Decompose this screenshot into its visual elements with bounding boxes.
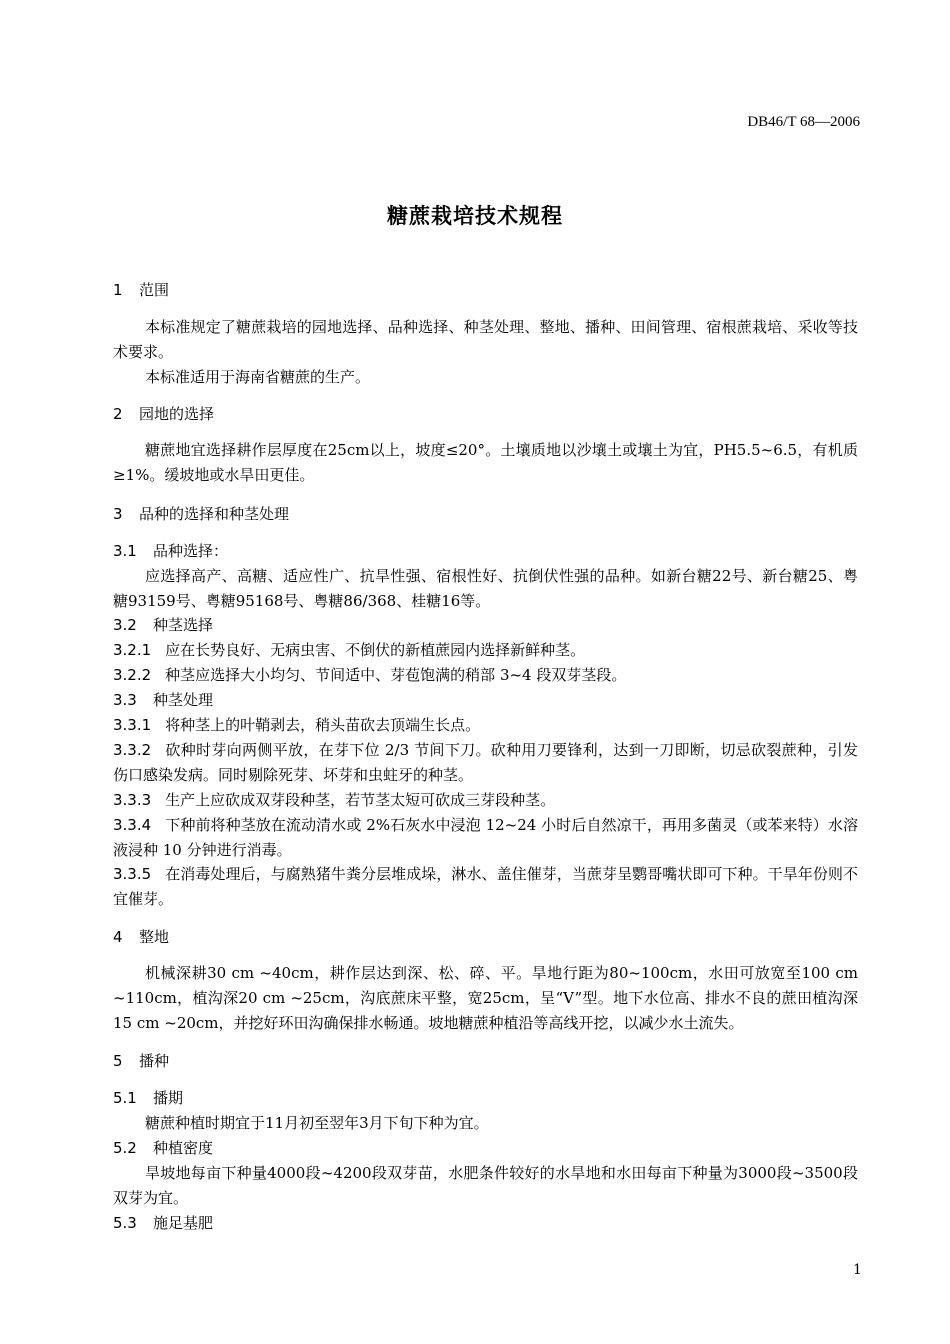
clause-number: 3.3.5 — [113, 865, 152, 883]
section-title: 施足基肥 — [153, 1214, 214, 1232]
section-number: 5.1 — [113, 1089, 137, 1107]
section-title: 种茎选择 — [153, 616, 214, 634]
section-title: 播种 — [139, 1052, 170, 1070]
section-5-3-heading — [113, 1212, 213, 1233]
section-number: 5.3 — [113, 1214, 137, 1232]
section-number: 3.1 — [113, 542, 137, 560]
clause-3-3-3 — [113, 788, 858, 813]
clause-3-2-2 — [113, 663, 858, 688]
clause-text: 砍种时芽向两侧平放，在芽下位 2/3 节间下刀。砍种用刀要锋利，达到一刀即断，切忌砍裂蔗种，引发伤口感染发病。同时剔除死芽、坏芽和虫蛀牙的种茎。 — [113, 741, 858, 784]
section-5-heading — [113, 1050, 169, 1071]
section-4-paragraph: 机械深耕30 cm ~40cm，耕作层达到深、松、碎、平。旱地行距为80~100cm，水田可放宽至100 cm ~110cm，植沟深20 cm ~25cm，沟底蔗床平整，宽25cm，呈“V”型。地下水位高、排水不良的蔗田植沟深15 cm ~20cm，并挖好环田沟确保排水畅通。坡地糖蔗种植沿等高线开挖，以减少水土流失。 — [113, 964, 858, 1032]
section-number: 4 — [113, 928, 123, 946]
section-1-paragraph-1: 本标准规定了糖蔗栽培的园地选择、品种选择、种茎处理、整地、播种、田间管理、宿根蔗栽培、采收等技术要求。 — [113, 318, 858, 361]
clause-text: 将种茎上的叶鞘剥去，稍头苗砍去顶端生长点。 — [165, 716, 481, 734]
section-title: 品种的选择和种茎处理 — [139, 505, 290, 523]
clause-text: 下种前将种茎放在流动清水或 2%石灰水中浸泡 12~24 小时后自然凉干，再用多菌灵（或苯来特）水溶液浸种 10 分钟进行消毒。 — [113, 816, 858, 859]
clause-3-3-1 — [113, 713, 858, 738]
section-title: 播期 — [153, 1089, 184, 1107]
clause-3-3-2 — [113, 738, 858, 788]
clause-3-3-5 — [113, 862, 858, 912]
clause-number: 3.3.1 — [113, 716, 152, 734]
clause-number: 3.2.1 — [113, 641, 152, 659]
clause-number: 3.3.2 — [113, 741, 152, 759]
clause-number: 3.3.3 — [113, 791, 152, 809]
section-3-heading — [113, 503, 289, 524]
section-5-1-heading — [113, 1087, 183, 1108]
section-title: 品种选择： — [153, 542, 229, 560]
section-4-heading — [113, 926, 169, 947]
section-number: 3 — [113, 505, 123, 523]
section-number: 2 — [113, 405, 123, 423]
clause-number: 3.3.4 — [113, 816, 152, 834]
section-number: 5.2 — [113, 1139, 137, 1157]
section-title: 整地 — [139, 928, 170, 946]
document-code: DB46/T 68—2006 — [747, 114, 860, 130]
section-1-heading — [113, 279, 169, 300]
section-title: 种茎处理 — [153, 691, 214, 709]
section-5-2-paragraph: 旱坡地每亩下种量4000段~4200段双芽苗，水肥条件较好的水旱地和水田每亩下种量为3000段~3500段双芽为宜。 — [113, 1164, 858, 1207]
page-title: 糖蔗栽培技术规程 — [387, 204, 563, 228]
section-3-1-heading — [113, 540, 228, 561]
section-2-paragraph-1: 糖蔗地宜选择耕作层厚度在25cm以上，坡度≤20°。土壤质地以沙壤土或壤土为宜，PH5.5~6.5，有机质≥1%。缓坡地或水旱田更佳。 — [113, 441, 858, 484]
section-number: 3.2 — [113, 616, 137, 634]
clause-text: 生产上应砍成双芽段种茎，若节茎太短可砍成三芽段种茎。 — [165, 791, 556, 809]
section-2-heading — [113, 403, 214, 424]
section-1-paragraph-2: 本标准适用于海南省糖蔗的生产。 — [145, 368, 371, 386]
section-title: 园地的选择 — [139, 405, 215, 423]
section-title: 范围 — [139, 281, 170, 299]
section-number: 5 — [113, 1052, 123, 1070]
section-3-1-paragraph: 应选择高产、高糖、适应性广、抗旱性强、宿根性好、抗倒伏性强的品种。如新台糖22号、新台糖25、粤糖93159号、粤糖95168号、粤糖86/368、桂糖16等。 — [113, 567, 858, 610]
page-number: 1 — [853, 1262, 862, 1278]
clause-text: 在消毒处理后，与腐熟猪牛粪分层堆成垛，淋水、盖住催芽，当蔗芽呈鹦哥嘴状即可下种。干旱年份则不宜催芽。 — [113, 865, 858, 908]
section-title: 种植密度 — [153, 1139, 214, 1157]
section-5-1-paragraph: 糖蔗种植时期宜于11月初至翌年3月下旬下种为宜。 — [145, 1114, 489, 1132]
clause-3-3-4 — [113, 813, 858, 863]
section-3-2-heading — [113, 614, 213, 635]
section-number: 1 — [113, 281, 123, 299]
clause-3-2-1 — [113, 638, 858, 663]
section-5-2-heading — [113, 1137, 213, 1158]
section-3-3-heading — [113, 689, 213, 710]
clause-number: 3.2.2 — [113, 666, 152, 684]
clause-text: 应在长势良好、无病虫害、不倒伏的新植蔗园内选择新鲜种茎。 — [165, 641, 586, 659]
clause-text: 种茎应选择大小均匀、节间适中、芽苞饱满的稍部 3~4 段双芽茎段。 — [165, 666, 627, 684]
section-number: 3.3 — [113, 691, 137, 709]
